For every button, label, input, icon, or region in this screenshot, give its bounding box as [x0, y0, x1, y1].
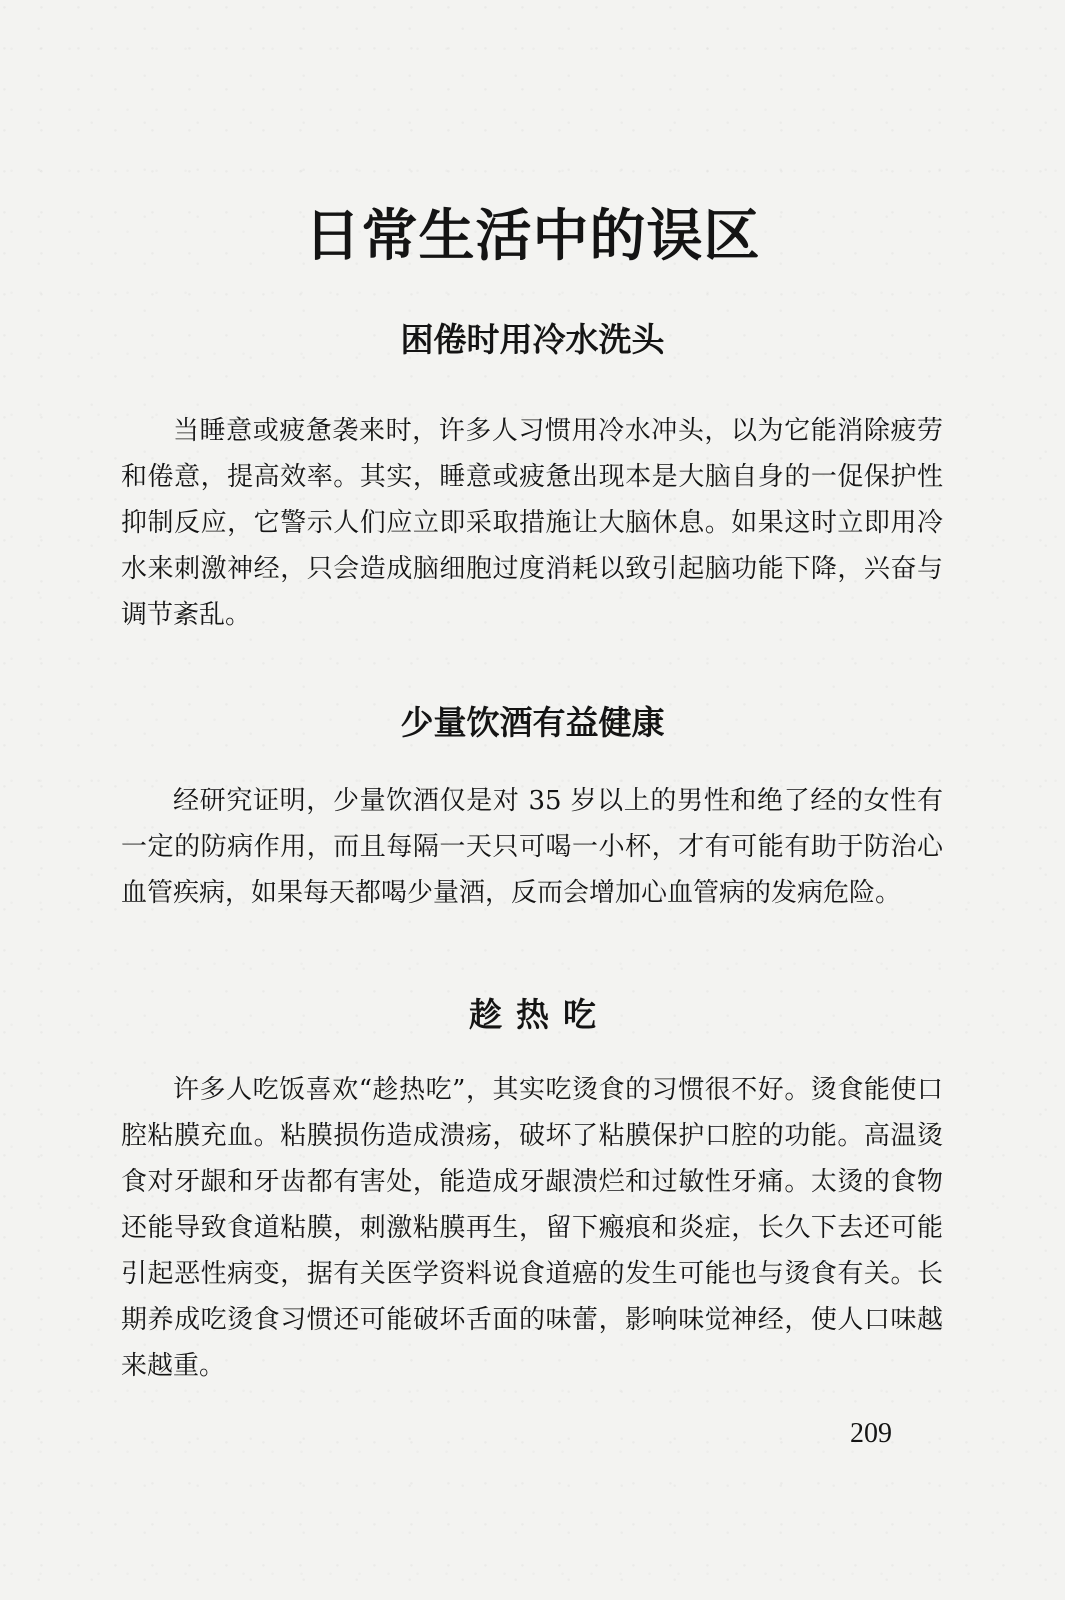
page-number: 209: [850, 1418, 892, 1449]
section-body-hot-food: 许多人吃饭喜欢“趁热吃”，其实吃烫食的习惯很不好。烫食能使口腔粘膜充血。粘膜损伤造成溃疡，破坏了粘膜保护口腔的功能。高温烫食对牙龈和牙齿都有害处，能造成牙龈溃烂和过敏性牙痛。太烫的食物还能导致食道粘膜，刺激粘膜再生，留下瘢痕和炎症，长久下去还可能引起恶性病变，据有关医学资料说食道癌的发生可能也与烫食有关。长期养成吃烫食习惯还可能破坏舌面的味蕾，影响味觉神经，使人口味越来越重。: [121, 1075, 943, 1381]
section-body-drinking: 经研究证明，少量饮酒仅是对 35 岁以上的男性和绝了经的女性有一定的防病作用，而且每隔一天只可喝一小杯，才有可能有助于防治心血管疾病，如果每天都喝少量酒，反而会增加心血管病的发病危险。: [121, 786, 943, 908]
section-body-cold-water: 当睡意或疲惫袭来时，许多人习惯用冷水冲头，以为它能消除疲劳和倦意，提高效率。其实，睡意或疲惫出现本是大脑自身的一促保护性抑制反应，它警示人们应立即采取措施让大脑休息。如果这时立即用冷水来刺激神经，只会造成脑细胞过度消耗以致引起脑功能下降，兴奋与调节紊乱。: [121, 416, 943, 630]
section-heading-drinking: 少量饮酒有益健康: [400, 703, 665, 742]
page-title: 日常生活中的误区: [304, 203, 761, 269]
section-heading-cold-water: 困倦时用冷水洗头: [400, 320, 665, 359]
section-heading-hot-food: 趁热吃: [469, 995, 610, 1034]
